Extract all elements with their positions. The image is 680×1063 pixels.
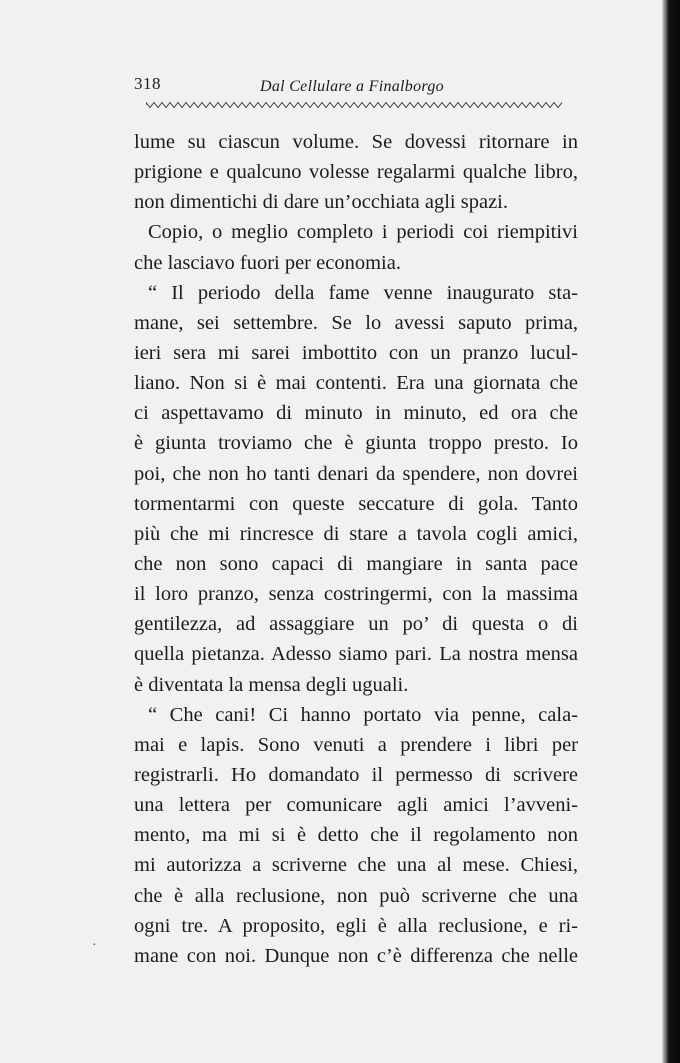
text-line: mane, sei settembre. Se lo avessi saputo prima,	[134, 311, 578, 334]
text-line: liano. Non si è mai contenti. Era una giornata che	[134, 372, 578, 395]
text-line: registrarli. Ho domandato il permesso di scrivere	[134, 763, 578, 786]
page-number: 318	[134, 74, 161, 93]
text-line: lume su ciascun volume. Se dovessi ritornare in	[134, 131, 578, 153]
text-line: mi autorizza a scriverne che una al mese. Chiesi,	[134, 854, 578, 877]
text-line: è diventata la mensa degli uguali.	[134, 673, 409, 696]
text-line: ci aspettavamo di minuto in minuto, ed ora che	[134, 402, 578, 425]
text-line: che è alla reclusione, non può scriverne che una	[134, 884, 578, 907]
text-line: che non sono capaci di mangiare in santa pace	[134, 552, 578, 575]
text-line: ogni tre. A proposito, egli è alla reclusione, e ri-	[134, 914, 578, 937]
text-line: mai e lapis. Sono venuti a prendere i libri per	[134, 733, 578, 756]
text-line: Copio, o meglio completo i periodi coi riempitivi	[148, 221, 578, 244]
page-header	[134, 72, 578, 102]
page-binding-edge	[662, 0, 680, 1063]
text-line: mento, ma mi si è detto che il regolamento non	[134, 824, 578, 847]
decorative-wavy-rule	[146, 100, 564, 110]
text-line: gentilezza, ad assaggiare un po’ di questa o di	[134, 613, 578, 636]
text-line: tormentarmi con queste seccature di gola. Tanto	[134, 492, 578, 515]
running-head: Dal Cellulare a Finalborgo	[260, 78, 444, 95]
text-line: che lasciavo fuori per economia.	[134, 251, 401, 274]
text-line: quella pietanza. Adesso siamo pari. La nostra mensa	[134, 643, 578, 666]
text-line: non dimentichi di dare un’occhiata agli spazi.	[134, 191, 508, 214]
text-line: mane con noi. Dunque non c’è differenza che nelle	[134, 944, 578, 967]
text-line: il loro pranzo, senza costringermi, con la massima	[134, 583, 578, 606]
text-line: è giunta troviamo che è giunta troppo presto. Io	[134, 432, 578, 455]
text-line: “ Che cani! Ci hanno portato via penne, cala-	[148, 703, 578, 726]
text-line: “ Il periodo della fame venne inaugurato sta-	[148, 281, 578, 304]
text-line: ieri sera mi sarei imbottito con un pranzo lucul-	[134, 341, 578, 364]
text-line: poi, che non ho tanti denari da spendere, non dovrei	[134, 462, 578, 485]
text-line: una lettera per comunicare agli amici l’avveni-	[134, 794, 578, 817]
body-text	[118, 127, 578, 971]
text-line: prigione e qualcuno volesse regalarmi qualche libro,	[134, 161, 578, 184]
margin-speck: ·	[92, 938, 97, 953]
text-line: più che mi rincresce di stare a tavola cogli amici,	[134, 522, 578, 545]
